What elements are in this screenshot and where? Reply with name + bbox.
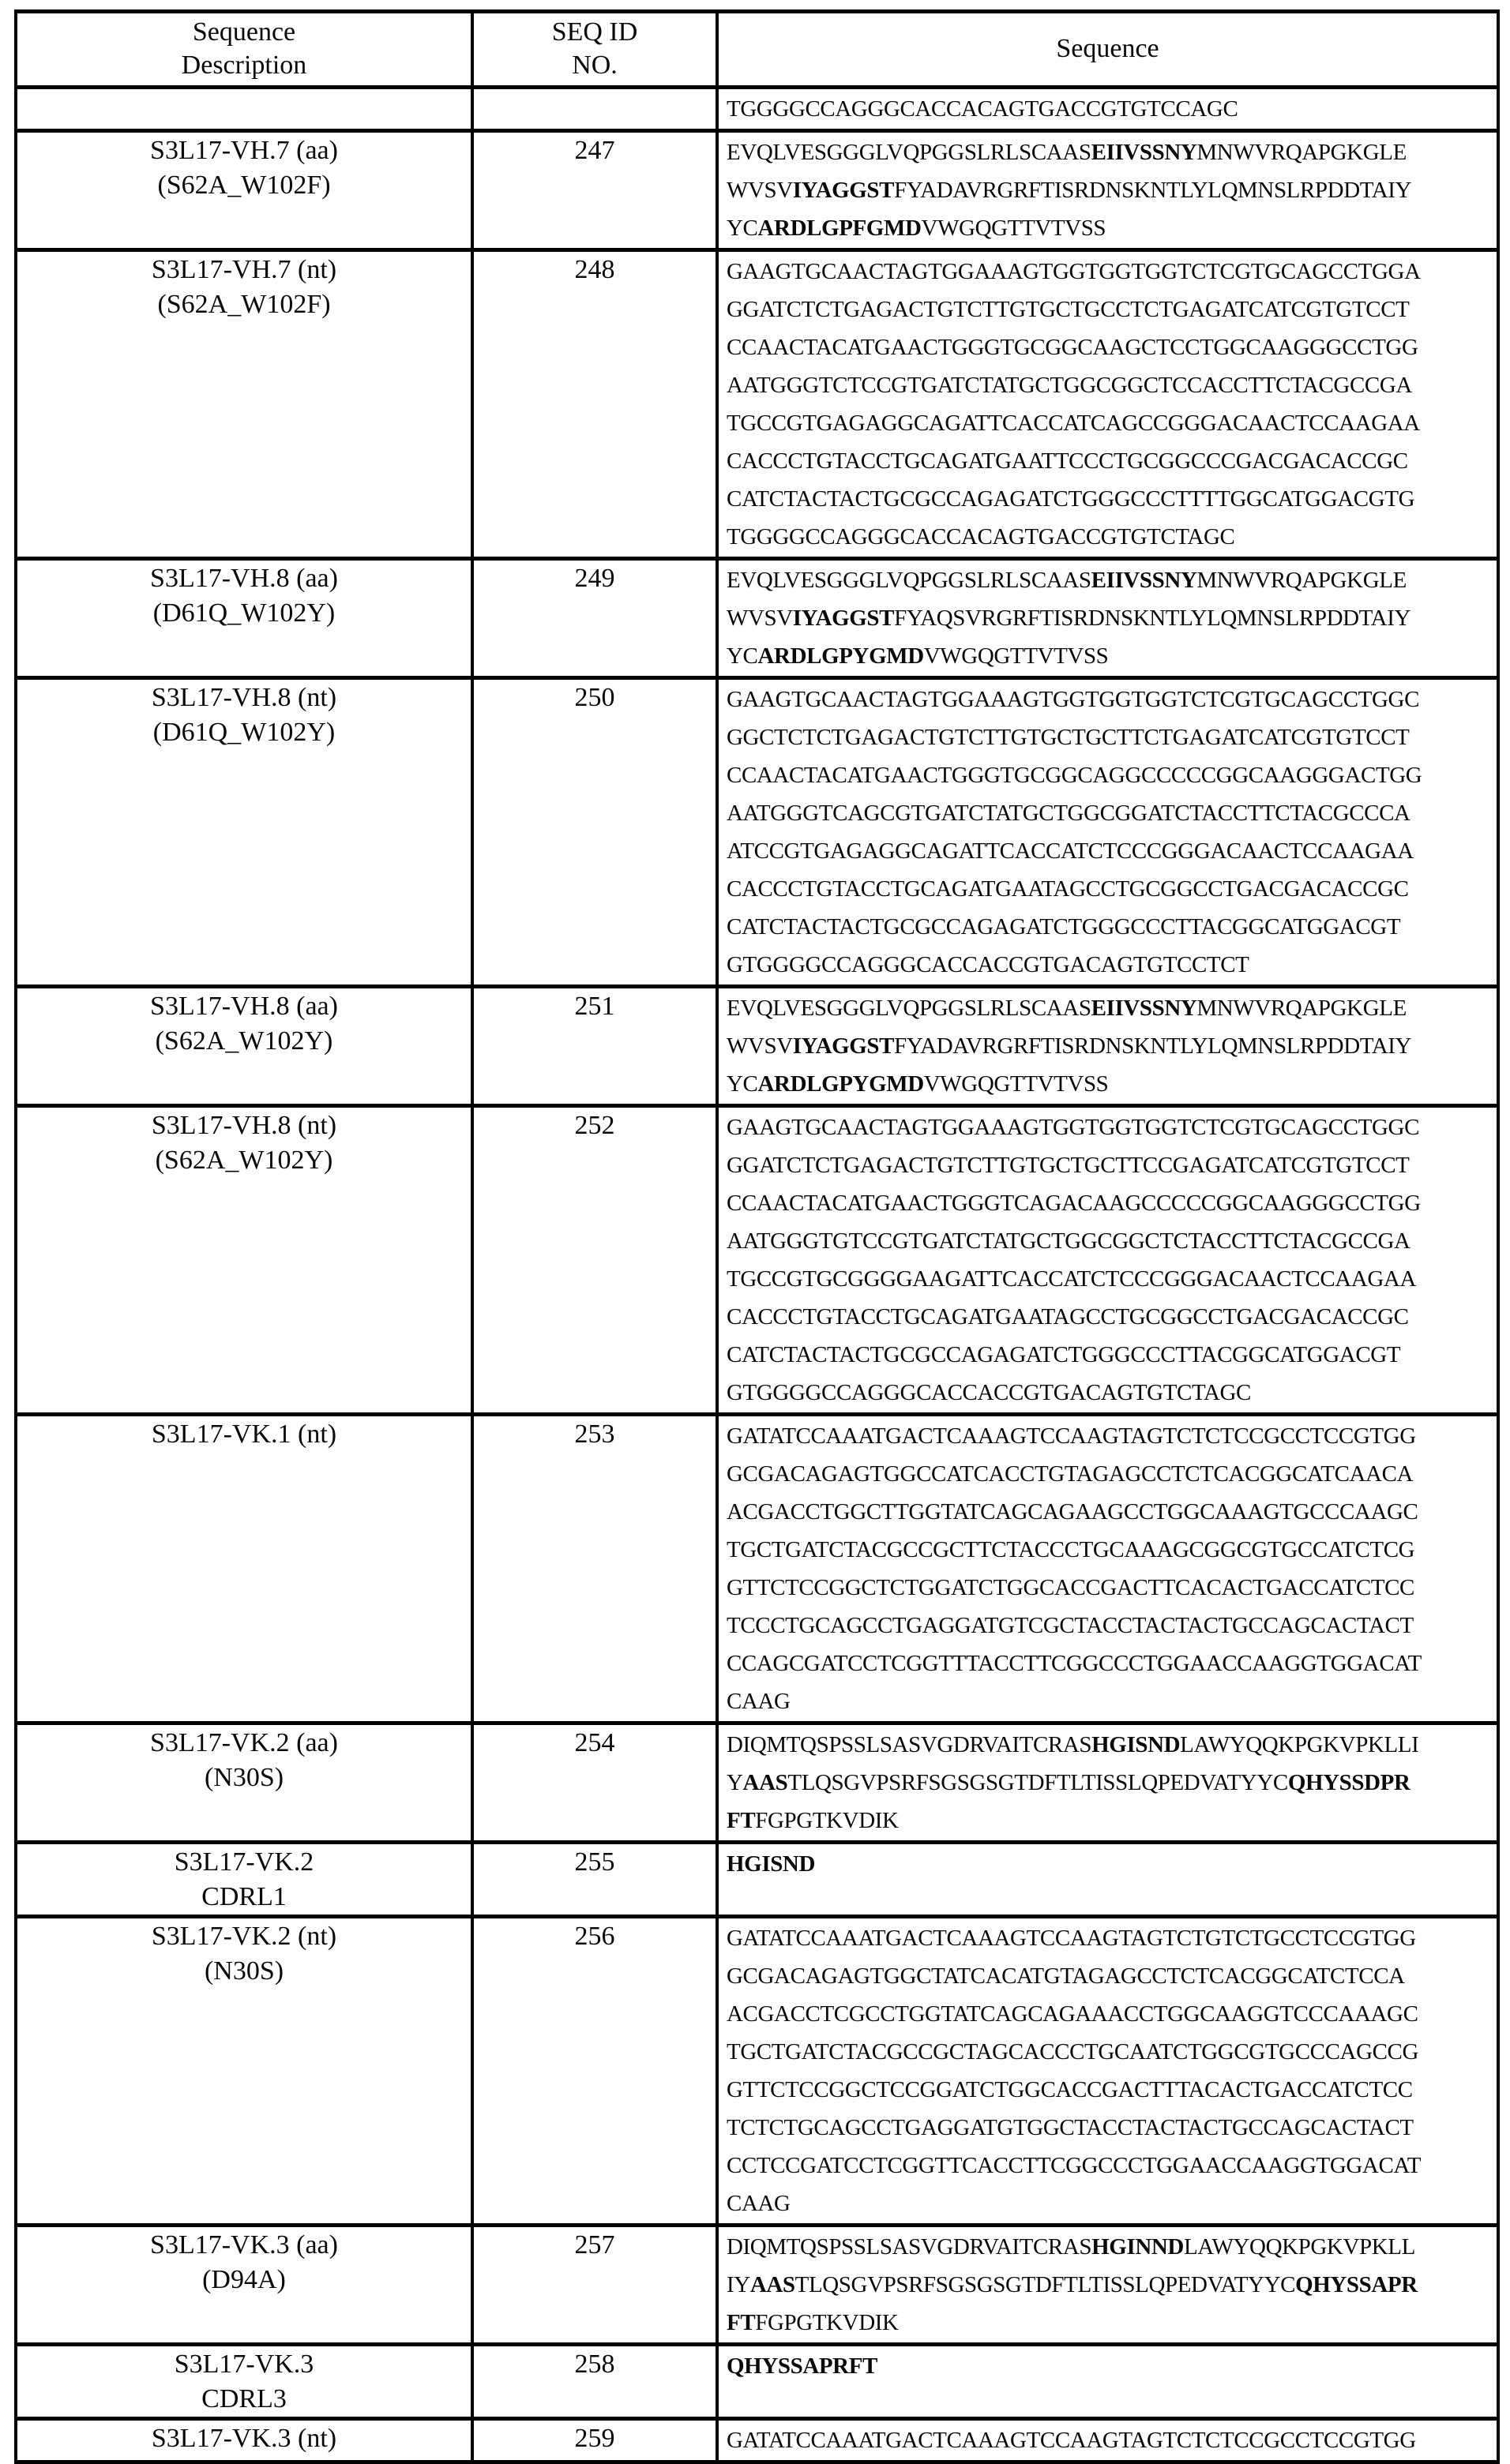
sequence-table-body <box>16 88 1498 2462</box>
sequence-cell <box>717 131 1498 250</box>
sequence-description-cell <box>16 2419 472 2462</box>
sequence-line <box>727 1995 1493 2033</box>
sequence-description-line: S3L17-VH.8 (aa) <box>150 564 338 593</box>
sequence-line <box>727 561 1493 599</box>
sequence-description-cell <box>16 1917 472 2226</box>
sequence-description-cell <box>16 88 472 131</box>
cdr-bold-segment: FT <box>727 1808 756 1833</box>
seq-id-cell: 258 <box>472 2345 717 2419</box>
sequence-description-cell <box>16 559 472 678</box>
table-row <box>16 1415 1498 1723</box>
sequence-segment: ACGACCTGGCTTGGTATCAGCAGAAGCCTGGCAAAGTGCCCAAGC <box>727 1499 1418 1525</box>
sequence-line <box>727 480 1493 518</box>
sequence-description-line: (D61Q_W102Y) <box>152 598 336 628</box>
sequence-line <box>727 756 1493 794</box>
sequence-segment: YC <box>727 216 758 241</box>
cdr-bold-segment: FT <box>727 2310 756 2335</box>
sequence-segment: GAAGTGCAACTAGTGGAAAGTGGTGGTGGTCTCGTGCAGCCTGGC <box>727 1115 1420 1140</box>
seq-id-cell: 252 <box>472 1106 717 1415</box>
sequence-cell <box>717 559 1498 678</box>
cdr-bold-segment: HGISND <box>1091 1732 1181 1757</box>
sequence-line <box>727 1726 1493 1764</box>
sequence-description-line: S3L17-VK.3 (aa) <box>150 2230 338 2260</box>
sequence-segment: EVQLVESGGGLVQPGGSLRLSCAAS <box>727 568 1091 593</box>
sequence-segment: CCAACTACATGAACTGGGTCAGACAAGCCCCCGGCAAGGGCCTGG <box>727 1191 1421 1216</box>
table-row <box>16 2419 1498 2462</box>
cdr-bold-segment: ARDLGPYGMD <box>757 643 924 669</box>
sequence-segment: ACGACCTCGCCTGGTATCAGCAGAAACCTGGCAAGGTCCCAAAGC <box>727 2001 1418 2027</box>
sequence-segment: TGCTGATCTACGCCGCTAGCACCCTGCAATCTGGCGTGCCCAGCCG <box>727 2039 1419 2065</box>
sequence-line <box>727 1417 1493 1455</box>
sequence-segment: AATGGGTCAGCGTGATCTATGCTGGCGGATCTACCTTCTACGCCCA <box>727 801 1410 826</box>
sequence-description-line: S3L17-VK.2 <box>174 1847 314 1877</box>
sequence-description-line: (N30S) <box>204 1763 284 1792</box>
sequence-segment: GTGGGGCCAGGGCACCACCGTGACAGTGTCCTCT <box>727 952 1249 977</box>
sequence-segment: CCTCCGATCCTCGGTTCACCTTCGGCCCTGGAACCAAGGTGGACAT <box>727 2153 1422 2178</box>
sequence-cell <box>717 1415 1498 1723</box>
sequence-line <box>727 1607 1493 1645</box>
sequence-line <box>727 133 1493 171</box>
sequence-line <box>727 442 1493 480</box>
table-row <box>16 1106 1498 1415</box>
sequence-segment: GGCTCTCTGAGACTGTCTTGTGCTGCTTCTGAGATCATCGTGTCCT <box>727 725 1410 750</box>
sequence-cell <box>717 1843 1498 1917</box>
sequence-description-line: S3L17-VH.8 (nt) <box>151 683 337 712</box>
table-row <box>16 559 1498 678</box>
sequence-segment: CACCCTGTACCTGCAGATGAATAGCCTGCGGCCTGACGACACCGC <box>727 876 1409 902</box>
sequence-segment: CCAACTACATGAACTGGGTGCGGCAAGCTCCTGGCAAGGGCCTGG <box>727 335 1418 360</box>
sequence-description-line: S3L17-VH.8 (aa) <box>150 992 338 1021</box>
sequence-segment: CATCTACTACTGCGCCAGAGATCTGGGCCCTTTTGGCATGGACGTG <box>727 486 1415 512</box>
seq-id-cell: 251 <box>472 987 717 1106</box>
sequence-line <box>727 518 1493 556</box>
sequence-segment: GGATCTCTGAGACTGTCTTGTGCTGCCTCTGAGATCATCGTGTCCT <box>727 297 1410 322</box>
sequence-segment: VWGQGTTVTVSS <box>921 216 1106 241</box>
sequence-description-cell <box>16 678 472 987</box>
sequence-line <box>727 2421 1493 2459</box>
sequence-segment: GATATCCAAATGACTCAAAGTCCAAGTAGTCTGTCTGCCTCCGTGG <box>727 1926 1416 1951</box>
sequence-description-cell <box>16 1723 472 1843</box>
sequence-segment: GGATCTCTGAGACTGTCTTGTGCTGCTTCCGAGATCATCGTGTCCT <box>727 1153 1410 1178</box>
sequence-cell <box>717 1106 1498 1415</box>
sequence-description-line: (D94A) <box>202 2265 286 2294</box>
header-line: SEQ ID <box>551 17 638 47</box>
cdr-bold-segment: AAS <box>749 2272 795 2297</box>
sequence-segment: MNWVRQAPGKGLE <box>1196 140 1407 165</box>
sequence-line <box>727 1802 1493 1840</box>
cdr-bold-segment: QHYSSDPR <box>1287 1770 1410 1795</box>
cdr-bold-segment: EIIVSSNY <box>1091 996 1197 1021</box>
sequence-segment: YC <box>727 643 758 669</box>
sequence-line <box>727 2304 1493 2342</box>
sequence-description-cell <box>16 1843 472 1917</box>
sequence-line <box>727 1569 1493 1607</box>
sequence-description-line: (S62A_W102F) <box>157 171 331 200</box>
sequence-description-line: (S62A_W102Y) <box>155 1146 333 1175</box>
sequence-description-cell <box>16 1415 472 1723</box>
table-header <box>16 12 1498 88</box>
sequence-table <box>14 9 1500 2464</box>
sequence-line <box>727 291 1493 328</box>
sequence-description-line: S3L17-VH.7 (aa) <box>150 136 338 165</box>
sequence-line <box>727 2266 1493 2304</box>
sequence-description-line: S3L17-VK.3 (nt) <box>151 2424 337 2453</box>
table-row <box>16 131 1498 250</box>
sequence-line <box>727 209 1493 247</box>
sequence-segment: FGPGTKVDIK <box>755 1808 899 1833</box>
seq-id-cell: 259 <box>472 2419 717 2462</box>
table-row <box>16 1917 1498 2226</box>
sequence-cell <box>717 2345 1498 2419</box>
sequence-segment: CATCTACTACTGCGCCAGAGATCTGGGCCCTTACGGCATGGACGT <box>727 914 1401 939</box>
sequence-segment: GCGACAGAGTGGCCATCACCTGTAGAGCCTCTCACGGCATCAACA <box>727 1461 1414 1487</box>
sequence-segment: FYADAVRGRFTISRDNSKNTLYLQMNSLRPDDTAIY <box>894 1033 1412 1059</box>
sequence-cell <box>717 678 1498 987</box>
sequence-line <box>727 1027 1493 1065</box>
cdr-bold-segment: HGINND <box>1091 2234 1184 2260</box>
sequence-description-cell <box>16 1106 472 1415</box>
sequence-line <box>727 908 1493 946</box>
sequence-line <box>727 1298 1493 1336</box>
sequence-segment: GATATCCAAATGACTCAAAGTCCAAGTAGTCTCTCCGCCTCCGTGG <box>727 2428 1416 2453</box>
sequence-line <box>727 328 1493 366</box>
sequence-segment: LAWYQQKPGKVPKLL <box>1183 2234 1415 2260</box>
table-row <box>16 987 1498 1106</box>
sequence-segment: TGCTGATCTACGCCGCTTCTACCCTGCAAAGCGGCGTGCCATCTCG <box>727 1537 1415 1562</box>
sequence-description-cell <box>16 987 472 1106</box>
header-line: Sequence <box>192 17 296 47</box>
seq-id-cell: 249 <box>472 559 717 678</box>
seq-id-cell: 254 <box>472 1723 717 1843</box>
sequence-cell <box>717 2419 1498 2462</box>
sequence-segment: CAAG <box>727 2191 791 2216</box>
sequence-line <box>727 1146 1493 1184</box>
sequence-segment: FYADAVRGRFTISRDNSKNTLYLQMNSLRPDDTAIY <box>894 178 1412 203</box>
sequence-cell <box>717 2226 1498 2345</box>
cdr-bold-segment: QHYSSAPR <box>1295 2272 1418 2297</box>
sequence-line <box>727 404 1493 442</box>
sequence-segment: ATCCGTGAGAGGCAGATTCACCATCTCCCGGGACAACTCCAAGAA <box>727 838 1414 864</box>
sequence-segment: TCCCTGCAGCCTGAGGATGTCGCTACCTACTACTGCCAGCACTACT <box>727 1613 1414 1638</box>
sequence-line <box>727 1919 1493 1957</box>
column-header-sequence-description <box>16 12 472 88</box>
sequence-segment: GTGGGGCCAGGGCACCACCGTGACAGTGTCTAGC <box>727 1380 1251 1405</box>
cdr-bold-segment: ARDLGPYGMD <box>757 1071 924 1097</box>
sequence-segment: VWGQGTTVTVSS <box>923 1071 1109 1097</box>
header-row <box>16 12 1498 88</box>
sequence-line <box>727 1374 1493 1412</box>
sequence-segment: CACCCTGTACCTGCAGATGAATTCCCTGCGGCCCGACGACACCGC <box>727 448 1408 474</box>
sequence-segment: TGGGGCCAGGGCACCACAGTGACCGTGTCTAGC <box>727 524 1235 549</box>
sequence-segment: AATGGGTGTCCGTGATCTATGCTGGCGGCTCTACCTTCTACGCCGA <box>727 1228 1410 1254</box>
seq-id-cell: 255 <box>472 1843 717 1917</box>
sequence-line <box>727 832 1493 870</box>
sequence-line <box>727 2228 1493 2266</box>
sequence-segment: GAAGTGCAACTAGTGGAAAGTGGTGGTGGTCTCGTGCAGCCTGGC <box>727 687 1420 712</box>
column-header-seq-id-no <box>472 12 717 88</box>
sequence-segment: Y <box>727 1770 743 1795</box>
sequence-description-line: CDRL3 <box>201 2384 287 2413</box>
sequence-line <box>727 794 1493 832</box>
sequence-line <box>727 1682 1493 1720</box>
table-row <box>16 2226 1498 2345</box>
sequence-description-line: S3L17-VH.7 (nt) <box>151 255 337 284</box>
sequence-line <box>727 2071 1493 2109</box>
sequence-cell <box>717 1917 1498 2226</box>
sequence-line <box>727 2109 1493 2147</box>
sequence-segment: TGGGGCCAGGGCACCACAGTGACCGTGTCCAGC <box>727 96 1238 122</box>
sequence-segment: MNWVRQAPGKGLE <box>1196 568 1407 593</box>
sequence-segment: TLQSGVPSRFSGSGSGTDFTLTISSLQPEDVATYYC <box>794 2272 1296 2297</box>
sequence-line <box>727 599 1493 637</box>
sequence-segment: TLQSGVPSRFSGSGSGTDFTLTISSLQPEDVATYYC <box>787 1770 1288 1795</box>
sequence-description-cell <box>16 2345 472 2419</box>
sequence-line <box>727 1493 1493 1531</box>
sequence-description-line: (S62A_W102Y) <box>155 1026 333 1056</box>
seq-id-cell: 248 <box>472 250 717 559</box>
sequence-segment: TGCCGTGAGAGGCAGATTCACCATCAGCCGGGACAACTCCAAGAA <box>727 411 1420 436</box>
sequence-segment: FYAQSVRGRFTISRDNSKNTLYLQMNSLRPDDTAIY <box>894 606 1410 631</box>
sequence-segment: EVQLVESGGGLVQPGGSLRLSCAAS <box>727 140 1091 165</box>
seq-id-cell: 253 <box>472 1415 717 1723</box>
sequence-line <box>727 1455 1493 1493</box>
table-row <box>16 1723 1498 1843</box>
sequence-description-cell <box>16 131 472 250</box>
sequence-line <box>727 1065 1493 1103</box>
sequence-line <box>727 1957 1493 1995</box>
sequence-line <box>727 946 1493 984</box>
sequence-segment: CCAACTACATGAACTGGGTGCGGCAGGCCCCCGGCAAGGGACTGG <box>727 763 1422 788</box>
seq-id-cell: 250 <box>472 678 717 987</box>
sequence-line <box>727 637 1493 675</box>
table-row <box>16 250 1498 559</box>
sequence-segment: CCAGCGATCCTCGGTTTACCTTCGGCCCTGGAACCAAGGTGGACAT <box>727 1651 1422 1676</box>
sequence-description-cell <box>16 250 472 559</box>
sequence-segment: GTTCTCCGGCTCTGGATCTGGCACCGACTTCACACTGACCATCTCC <box>727 1575 1414 1600</box>
sequence-line <box>727 2347 1493 2385</box>
sequence-line <box>727 2147 1493 2185</box>
cdr-bold-segment: QHYSSAPRFT <box>727 2353 877 2379</box>
cdr-bold-segment: EIIVSSNY <box>1091 568 1197 593</box>
sequence-segment: LAWYQQKPGKVPKLLI <box>1180 1732 1419 1757</box>
sequence-line <box>727 1108 1493 1146</box>
sequence-cell <box>717 250 1498 559</box>
sequence-line <box>727 253 1493 291</box>
sequence-description-line: (S62A_W102F) <box>157 290 331 319</box>
sequence-description-line: CDRL1 <box>201 1882 287 1911</box>
sequence-segment: GTTCTCCGGCTCCGGATCTGGCACCGACTTTACACTGACCATCTCC <box>727 2077 1413 2102</box>
sequence-segment: WVSV <box>727 1033 793 1059</box>
sequence-description-cell <box>16 2226 472 2345</box>
sequence-segment: YC <box>727 1071 758 1097</box>
table-row <box>16 1843 1498 1917</box>
sequence-segment: GCGACAGAGTGGCTATCACATGTAGAGCCTCTCACGGCATCTCCA <box>727 1963 1405 1989</box>
sequence-description-line: (D61Q_W102Y) <box>152 718 336 747</box>
sequence-line <box>727 1645 1493 1682</box>
cdr-bold-segment: IYAGGST <box>792 178 895 203</box>
sequence-line <box>727 870 1493 908</box>
sequence-line <box>727 681 1493 718</box>
header-line: NO. <box>572 51 618 80</box>
sequence-line <box>727 1184 1493 1222</box>
cdr-bold-segment: IYAGGST <box>792 606 895 631</box>
sequence-segment: TGCCGTGCGGGGAAGATTCACCATCTCCCGGGACAACTCCAAGAA <box>727 1266 1416 1292</box>
sequence-line <box>727 1260 1493 1298</box>
sequence-segment: IY <box>727 2272 750 2297</box>
sequence-segment: TCTCTGCAGCCTGAGGATGTGGCTACCTACTACTGCCAGCACTACT <box>727 2115 1414 2140</box>
sequence-description-line: (N30S) <box>204 1956 284 1986</box>
sequence-cell <box>717 987 1498 1106</box>
sequence-description-line: S3L17-VK.2 (aa) <box>150 1728 338 1757</box>
sequence-segment: CACCCTGTACCTGCAGATGAATAGCCTGCGGCCTGACGACACCGC <box>727 1304 1409 1330</box>
sequence-line <box>727 718 1493 756</box>
sequence-line <box>727 1531 1493 1569</box>
sequence-description-line: S3L17-VH.8 (nt) <box>151 1111 337 1140</box>
header-line: Description <box>181 51 307 80</box>
sequence-segment: FGPGTKVDIK <box>755 2310 899 2335</box>
table-row <box>16 2345 1498 2419</box>
sequence-segment: EVQLVESGGGLVQPGGSLRLSCAAS <box>727 996 1091 1021</box>
sequence-line <box>727 1222 1493 1260</box>
cdr-bold-segment: ARDLGPFGMD <box>757 216 922 241</box>
sequence-description-line: S3L17-VK.2 (nt) <box>151 1922 337 1951</box>
sequence-segment: GATATCCAAATGACTCAAAGTCCAAGTAGTCTCTCCGCCTCCGTGG <box>727 1423 1416 1449</box>
seq-id-cell <box>472 88 717 131</box>
cdr-bold-segment: EIIVSSNY <box>1091 140 1197 165</box>
sequence-line <box>727 366 1493 404</box>
table-row <box>16 678 1498 987</box>
sequence-line <box>727 90 1493 128</box>
sequence-segment: CATCTACTACTGCGCCAGAGATCTGGGCCCTTACGGCATGGACGT <box>727 1342 1401 1367</box>
sequence-segment: MNWVRQAPGKGLE <box>1196 996 1407 1021</box>
table-row <box>16 88 1498 131</box>
sequence-line <box>727 1336 1493 1374</box>
sequence-line <box>727 171 1493 209</box>
sequence-line <box>727 989 1493 1027</box>
cdr-bold-segment: AAS <box>742 1770 788 1795</box>
sequence-segment: WVSV <box>727 606 793 631</box>
sequence-line <box>727 2033 1493 2071</box>
sequence-segment: CAAG <box>727 1689 791 1714</box>
seq-id-cell: 257 <box>472 2226 717 2345</box>
sequence-line <box>727 1845 1493 1883</box>
column-header-sequence: Sequence <box>717 12 1498 88</box>
sequence-segment: GAAGTGCAACTAGTGGAAAGTGGTGGTGGTCTCGTGCAGCCTGGA <box>727 259 1421 284</box>
sequence-segment: AATGGGTCTCCGTGATCTATGCTGGCGGCTCCACCTTCTACGCCGA <box>727 373 1412 398</box>
sequence-description-line: S3L17-VK.1 (nt) <box>151 1420 337 1449</box>
sequence-cell <box>717 88 1498 131</box>
cdr-bold-segment: IYAGGST <box>792 1033 895 1059</box>
sequence-segment: DIQMTQSPSSLSASVGDRVAITCRAS <box>727 2234 1092 2260</box>
sequence-description-line: S3L17-VK.3 <box>174 2350 314 2379</box>
sequence-segment: WVSV <box>727 178 793 203</box>
seq-id-cell: 256 <box>472 1917 717 2226</box>
cdr-bold-segment: HGISND <box>727 1851 816 1877</box>
sequence-segment: VWGQGTTVTVSS <box>923 643 1109 669</box>
sequence-line <box>727 2185 1493 2222</box>
sequence-cell <box>717 1723 1498 1843</box>
seq-id-cell: 247 <box>472 131 717 250</box>
sequence-line <box>727 1764 1493 1802</box>
sequence-segment: DIQMTQSPSSLSASVGDRVAITCRAS <box>727 1732 1092 1757</box>
